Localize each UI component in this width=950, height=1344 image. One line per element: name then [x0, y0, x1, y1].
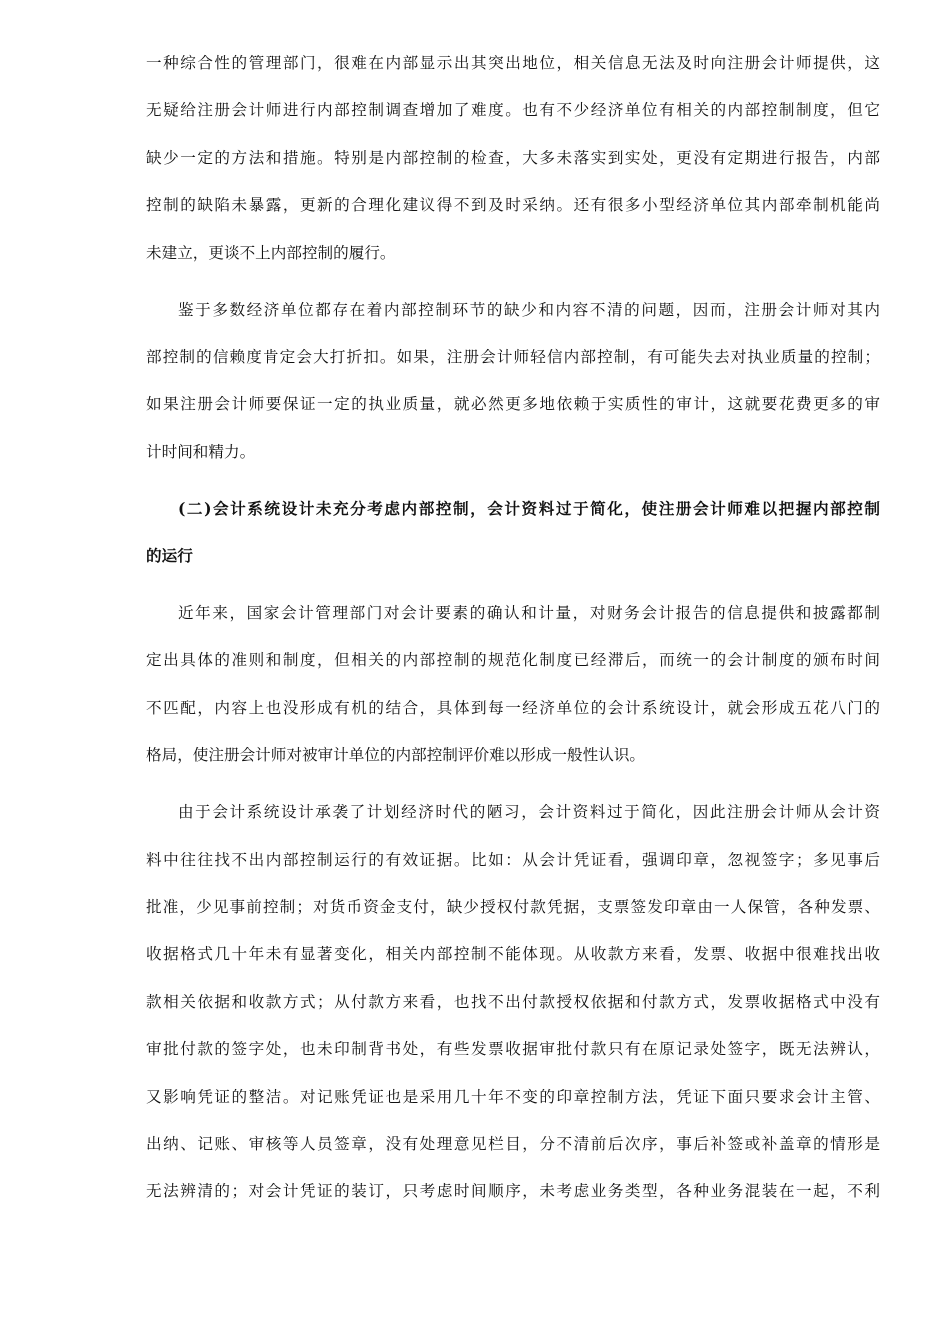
- text-line: 出纳、记账、审核等人员签章，没有处理意见栏目，分不清前后次序，事后补签或补盖章的情形是: [146, 1134, 880, 1153]
- heading-line: 的运行: [146, 546, 193, 566]
- text-line: 未建立，更谈不上内部控制的履行。: [146, 243, 396, 262]
- heading-line: (二)会计系统设计未充分考虑内部控制，会计资料过于简化，使注册会计师难以把握内部控制: [178, 498, 880, 518]
- text-line: 审批付款的签字处，也未印制背书处，有些发票收据审批付款只有在原记录处签字，既无法辨认，: [146, 1040, 880, 1059]
- text-line: 批准，少见事前控制；对货币资金支付，缺少授权付款凭据，支票签发印章由一人保管，各种发票、: [146, 898, 880, 917]
- paragraph-1: [146, 48, 880, 285]
- text-line: 又影响凭证的整洁。对记账凭证也是采用几十年不变的印章控制方法，凭证下面只要求会计主管、: [146, 1087, 880, 1106]
- text-line: 如果注册会计师要保证一定的执业质量，就必然更多地依赖于实质性的审计，这就要花费更多的审: [146, 395, 880, 414]
- text-line: 不匹配，内容上也没形成有机的结合，具体到每一经济单位的会计系统设计，就会形成五花八门的: [146, 698, 880, 717]
- text-line: 部控制的信赖度肯定会大打折扣。如果，注册会计师轻信内部控制，有可能失去对执业质量的控制；: [146, 347, 880, 366]
- text-line: 近年来，国家会计管理部门对会计要素的确认和计量，对财务会计报告的信息提供和披露都制: [178, 604, 880, 623]
- section-heading: [146, 494, 880, 589]
- document-page: [146, 48, 880, 1224]
- text-line: 收据格式几十年未有显著变化，相关内部控制不能体现。从收款方来看，发票、收据中很难找出收: [146, 945, 880, 964]
- text-line: 款相关依据和收款方式；从付款方来看，也找不出付款授权依据和付款方式，发票收据格式中没有: [146, 992, 880, 1011]
- text-line: 由于会计系统设计承袭了计划经济时代的陋习，会计资料过于简化，因此注册会计师从会计资: [178, 803, 880, 822]
- text-line: 一种综合性的管理部门，很难在内部显示出其突出地位，相关信息无法及时向注册会计师提供，这: [146, 54, 880, 72]
- text-line: 控制的缺陷未暴露，更新的合理化建议得不到及时采纳。还有很多小型经济单位其内部牵制机能尚: [146, 196, 880, 215]
- text-line: 计时间和精力。: [146, 442, 256, 461]
- text-line: 无疑给注册会计师进行内部控制调查增加了难度。也有不少经济单位有相关的内部控制制度，但它: [146, 101, 880, 120]
- paragraph-4: [146, 797, 880, 1224]
- text-line: 格局，使注册会计师对被审计单位的内部控制评价难以形成一般性认识。: [146, 746, 646, 765]
- text-line: 鉴于多数经济单位都存在着内部控制环节的缺少和内容不清的问题，因而，注册会计师对其内: [178, 300, 880, 319]
- text-line: 缺少一定的方法和措施。特别是内部控制的检查，大多未落实到实处，更没有定期进行报告，内部: [146, 148, 880, 167]
- text-line: 料中往往找不出内部控制运行的有效证据。比如：从会计凭证看，强调印章，忽视签字；多见事后: [146, 850, 880, 869]
- text-line: 定出具体的准则和制度，但相关的内部控制的规范化制度已经滞后，而统一的会计制度的颁布时间: [146, 651, 880, 670]
- paragraph-3: [146, 598, 880, 788]
- text-line: 无法辨清的；对会计凭证的装订，只考虑时间顺序，未考虑业务类型，各种业务混装在一起，不利: [146, 1182, 880, 1201]
- paragraph-2: [146, 295, 880, 485]
